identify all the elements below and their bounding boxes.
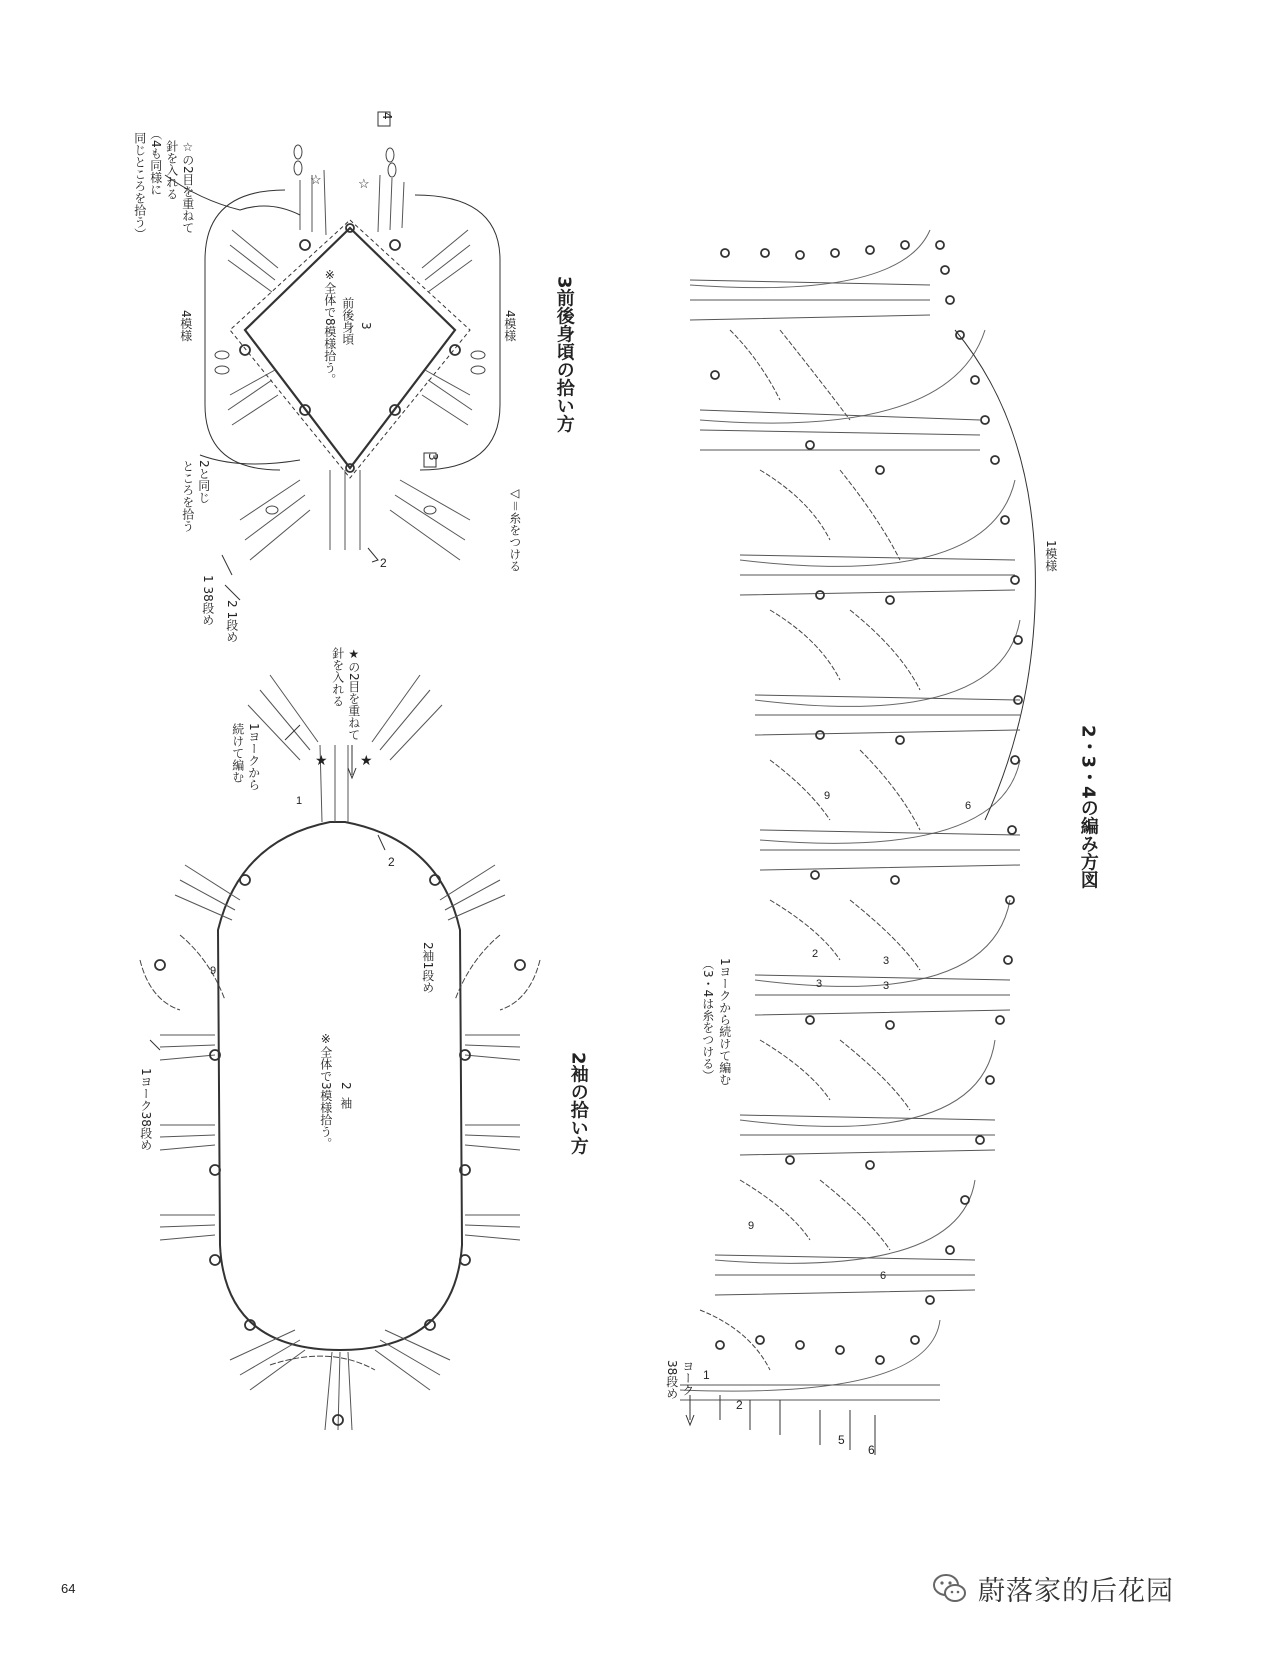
body-star-left-icon: ☆ — [310, 172, 322, 187]
wechat-icon — [930, 1568, 970, 1608]
chart-inner-num-4: 3 — [816, 978, 823, 990]
sleeve-star-left: ★ — [315, 753, 328, 769]
sleeve-arrow-num-small: 1 — [296, 795, 303, 807]
body-arrow-num: 2 — [380, 556, 387, 570]
chart-inner-num-8: 6 — [880, 1270, 887, 1282]
body-star-note-1: ☆の2目を重ねて — [180, 140, 195, 234]
watermark-text: 蔚落家的后花园 — [978, 1575, 1174, 1607]
body-row-38: 1 38段め — [200, 575, 215, 626]
chart-continue-2: （3・4は糸をつける） — [700, 958, 715, 1082]
chart-inner-num-6: 3 — [883, 980, 890, 992]
chart-span-label: 1模様 — [1043, 540, 1058, 572]
body-star-note-4: 同じところを拾う） — [132, 132, 147, 240]
body-box-top: 4 — [379, 112, 394, 120]
chart-inner-num-2: 6 — [965, 800, 972, 812]
chart-row-num-6: 6 — [868, 1443, 875, 1457]
sleeve-continue-1: 1ヨークから — [246, 723, 261, 791]
sleeve-row-note: 2袖1段め — [420, 942, 435, 994]
sleeve-star-right: ★ — [360, 753, 373, 769]
body-right-span: 4模様 — [502, 310, 517, 342]
chart-yoke-row-2: 38段め — [664, 1360, 679, 1400]
body-box-side: 3 — [425, 453, 440, 461]
sleeve-note: ※全体で3模様拾う。 — [318, 1032, 333, 1150]
body-bobbles — [240, 224, 460, 472]
page-number: 64 — [61, 1581, 76, 1596]
main-chart — [680, 230, 1035, 1455]
sleeve-stitch-rays — [160, 675, 520, 1430]
sleeve-continue-2: 続けて編む — [230, 723, 245, 783]
body-left-span: 4模様 — [178, 310, 193, 342]
body-diamond — [245, 228, 455, 468]
body-row-1: 2 1段め — [224, 600, 239, 644]
sleeve-pickup-title: 2袖の拾い方 — [567, 1052, 589, 1155]
chart-row-num-1: 1 — [703, 1368, 710, 1382]
chart-yoke-row-1: ヨーク — [680, 1360, 695, 1396]
sleeve-piece-label: 2 — [338, 1082, 353, 1090]
body-pickup-title: 3前後身頃の拾い方 — [553, 276, 575, 433]
chart-row-num-2: 2 — [736, 1398, 743, 1412]
chart-stitch-fans — [680, 280, 1020, 1400]
body-piece-name: 前後身頃 — [340, 297, 355, 345]
watermark — [930, 1568, 1174, 1608]
body-note: ※全体で8模様拾う。 — [322, 268, 337, 386]
body-star-right-icon: ☆ — [358, 176, 370, 191]
sleeve-chain-arcs — [140, 935, 540, 1370]
sleeve-bobbles — [155, 875, 525, 1425]
body-piece-label: 3 — [358, 322, 373, 330]
sleeve-chain-count: 9 — [210, 965, 217, 977]
body-yarn-note: ◁＝糸をつける — [507, 486, 522, 573]
sleeve-star-note-2: 針を入れる — [330, 647, 345, 707]
sleeve-star-note-1: ★の2目を重ねて — [346, 647, 361, 741]
chart-row-num-5: 5 — [838, 1433, 845, 1447]
body-star-note-2: 針を入れる — [164, 140, 179, 200]
sleeve-arrow-num: 2 — [388, 855, 395, 869]
chart-continue-1: 1ヨークから続けて編む — [717, 958, 732, 1086]
chart-inner-num-5: 3 — [883, 955, 890, 967]
body-star-note-3: （4も同様に — [148, 128, 163, 196]
chart-title: 2・3・4の編み方図 — [1077, 725, 1099, 889]
chart-inner-num-1: 9 — [824, 790, 831, 802]
sleeve-pickup-diagram — [140, 675, 540, 1430]
chart-inner-num-7: 9 — [748, 1220, 755, 1232]
chart-inner-num-3: 2 — [812, 948, 819, 960]
body-same-note-1: 2と同じ — [196, 460, 211, 504]
sleeve-yoke-row: 1ヨーク38段め — [138, 1068, 153, 1151]
chart-bobbles — [711, 241, 1022, 1364]
sleeve-piece-name: 袖 — [338, 1097, 353, 1109]
chart-row-arrows — [686, 1395, 875, 1455]
body-same-note-2: ところを拾う — [180, 460, 195, 532]
